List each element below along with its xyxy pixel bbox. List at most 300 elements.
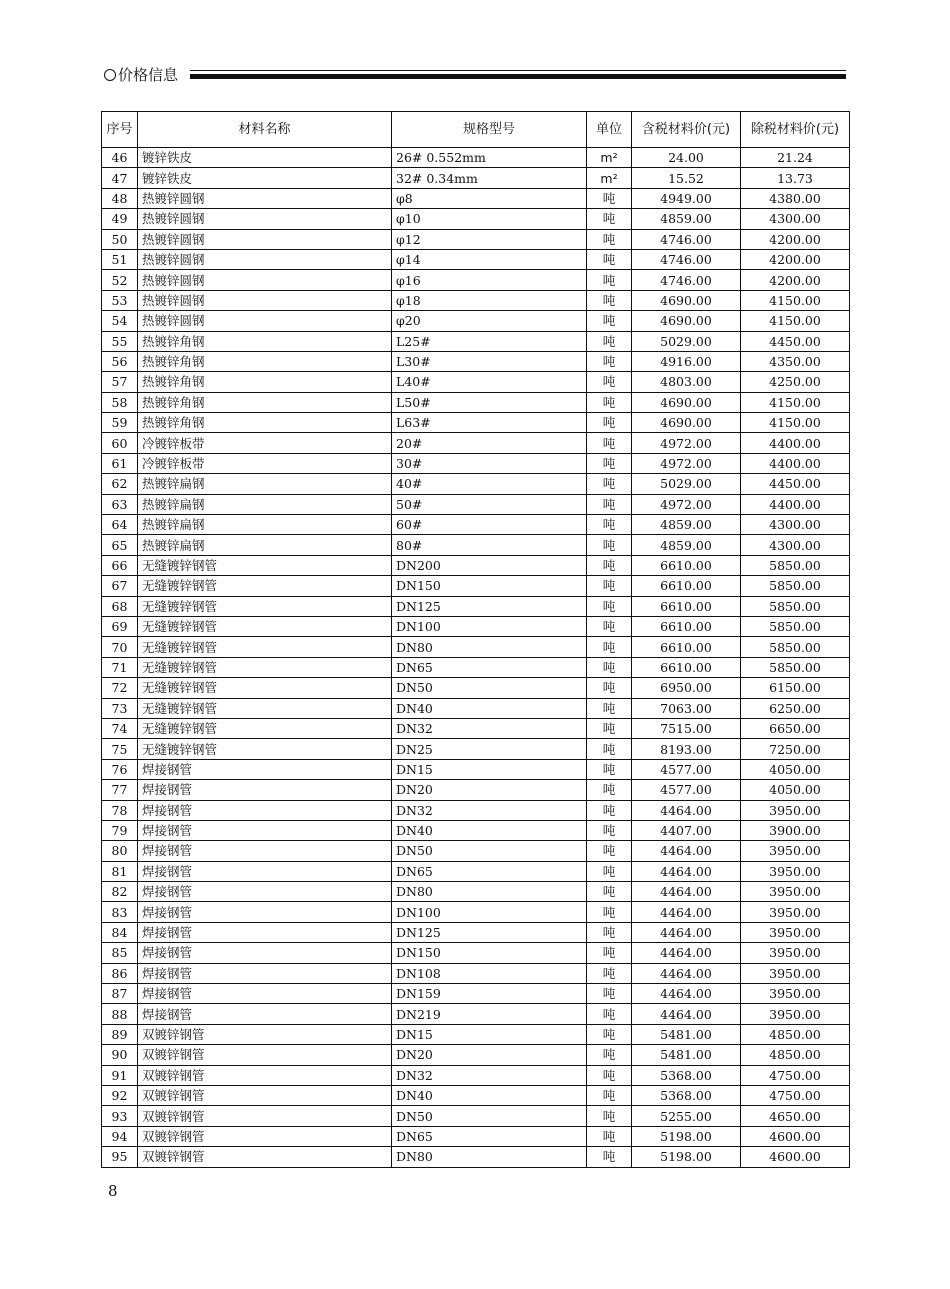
row-index: 93 [102, 1106, 138, 1126]
spec-model: DN32 [392, 1065, 587, 1085]
spec-model: DN125 [392, 922, 587, 942]
price-with-tax: 4464.00 [632, 922, 741, 942]
spec-model: 30# [392, 453, 587, 473]
material-name: 焊接钢管 [138, 759, 392, 779]
row-index: 87 [102, 984, 138, 1004]
row-index: 47 [102, 168, 138, 188]
table-row [102, 800, 850, 820]
price-with-tax: 6610.00 [632, 596, 741, 616]
price-without-tax: 6650.00 [741, 718, 850, 738]
table-row [102, 637, 850, 657]
price-with-tax: 15.52 [632, 168, 741, 188]
price-with-tax: 7063.00 [632, 698, 741, 718]
price-without-tax: 3950.00 [741, 1004, 850, 1024]
row-index: 60 [102, 433, 138, 453]
spec-model: DN65 [392, 1126, 587, 1146]
material-name: 无缝镀锌钢管 [138, 657, 392, 677]
spec-model: φ14 [392, 249, 587, 269]
price-without-tax: 4200.00 [741, 249, 850, 269]
row-index: 75 [102, 739, 138, 759]
price-without-tax: 4850.00 [741, 1045, 850, 1065]
price-with-tax: 5198.00 [632, 1126, 741, 1146]
row-index: 92 [102, 1085, 138, 1105]
row-index: 50 [102, 229, 138, 249]
spec-model: DN20 [392, 780, 587, 800]
price-without-tax: 3950.00 [741, 922, 850, 942]
material-name: 热镀锌角钢 [138, 413, 392, 433]
price-without-tax: 4850.00 [741, 1024, 850, 1044]
price-without-tax: 4150.00 [741, 290, 850, 310]
table-row [102, 270, 850, 290]
price-without-tax: 3950.00 [741, 963, 850, 983]
price-with-tax: 4859.00 [632, 209, 741, 229]
price-with-tax: 4746.00 [632, 249, 741, 269]
unit: 吨 [587, 780, 632, 800]
unit: 吨 [587, 1024, 632, 1044]
material-name: 镀锌铁皮 [138, 148, 392, 168]
unit: 吨 [587, 718, 632, 738]
row-index: 48 [102, 188, 138, 208]
unit: 吨 [587, 759, 632, 779]
unit: 吨 [587, 1126, 632, 1146]
table-row [102, 1045, 850, 1065]
price-without-tax: 4350.00 [741, 351, 850, 371]
row-index: 95 [102, 1147, 138, 1167]
price-with-tax: 4972.00 [632, 494, 741, 514]
unit: 吨 [587, 657, 632, 677]
material-name: 无缝镀锌钢管 [138, 616, 392, 636]
table-row [102, 1004, 850, 1024]
price-with-tax: 5481.00 [632, 1024, 741, 1044]
material-name: 焊接钢管 [138, 861, 392, 881]
table-row [102, 678, 850, 698]
spec-model: DN100 [392, 616, 587, 636]
price-without-tax: 3950.00 [741, 841, 850, 861]
row-index: 86 [102, 963, 138, 983]
table-row [102, 616, 850, 636]
row-index: 72 [102, 678, 138, 698]
price-with-tax: 4916.00 [632, 351, 741, 371]
row-index: 52 [102, 270, 138, 290]
row-index: 79 [102, 820, 138, 840]
row-index: 81 [102, 861, 138, 881]
spec-model: DN159 [392, 984, 587, 1004]
material-name: 无缝镀锌钢管 [138, 596, 392, 616]
row-index: 66 [102, 555, 138, 575]
spec-model: 80# [392, 535, 587, 555]
material-name: 无缝镀锌钢管 [138, 678, 392, 698]
unit: 吨 [587, 922, 632, 942]
unit: 吨 [587, 1106, 632, 1126]
material-name: 热镀锌扁钢 [138, 535, 392, 555]
table-row [102, 474, 850, 494]
spec-model: DN25 [392, 739, 587, 759]
price-with-tax: 4859.00 [632, 535, 741, 555]
table-row [102, 311, 850, 331]
material-name: 无缝镀锌钢管 [138, 698, 392, 718]
unit: 吨 [587, 515, 632, 535]
price-without-tax: 5850.00 [741, 657, 850, 677]
col-header-name: 材料名称 [138, 112, 392, 148]
table-row [102, 576, 850, 596]
material-name: 双镀锌钢管 [138, 1147, 392, 1167]
spec-model: L50# [392, 392, 587, 412]
unit: 吨 [587, 1147, 632, 1167]
price-with-tax: 4803.00 [632, 372, 741, 392]
unit: 吨 [587, 392, 632, 412]
price-with-tax: 4464.00 [632, 882, 741, 902]
row-index: 59 [102, 413, 138, 433]
material-name: 热镀锌角钢 [138, 331, 392, 351]
table-row [102, 1106, 850, 1126]
unit: 吨 [587, 963, 632, 983]
unit: 吨 [587, 820, 632, 840]
section-title-text: 价格信息 [118, 66, 179, 84]
spec-model: DN40 [392, 698, 587, 718]
table-row [102, 148, 850, 168]
spec-model: DN50 [392, 678, 587, 698]
table-row [102, 1024, 850, 1044]
unit: 吨 [587, 902, 632, 922]
spec-model: DN150 [392, 576, 587, 596]
row-index: 77 [102, 780, 138, 800]
table-row [102, 413, 850, 433]
spec-model: L63# [392, 413, 587, 433]
price-without-tax: 4750.00 [741, 1085, 850, 1105]
spec-model: φ18 [392, 290, 587, 310]
material-name: 无缝镀锌钢管 [138, 555, 392, 575]
material-name: 热镀锌扁钢 [138, 494, 392, 514]
material-name: 无缝镀锌钢管 [138, 718, 392, 738]
table-row [102, 515, 850, 535]
price-without-tax: 4750.00 [741, 1065, 850, 1085]
spec-model: DN20 [392, 1045, 587, 1065]
price-without-tax: 4300.00 [741, 515, 850, 535]
price-without-tax: 4450.00 [741, 331, 850, 351]
price-with-tax: 6610.00 [632, 657, 741, 677]
unit: 吨 [587, 800, 632, 820]
price-without-tax: 3900.00 [741, 820, 850, 840]
table-row [102, 943, 850, 963]
spec-model: DN80 [392, 882, 587, 902]
price-without-tax: 7250.00 [741, 739, 850, 759]
row-index: 53 [102, 290, 138, 310]
spec-model: φ8 [392, 188, 587, 208]
price-with-tax: 6610.00 [632, 616, 741, 636]
table-row [102, 657, 850, 677]
table-row [102, 392, 850, 412]
price-with-tax: 4464.00 [632, 861, 741, 881]
price-without-tax: 4400.00 [741, 494, 850, 514]
price-with-tax: 6950.00 [632, 678, 741, 698]
spec-model: 60# [392, 515, 587, 535]
spec-model: 50# [392, 494, 587, 514]
unit: 吨 [587, 1004, 632, 1024]
price-with-tax: 4464.00 [632, 943, 741, 963]
table-row [102, 902, 850, 922]
price-with-tax: 4746.00 [632, 270, 741, 290]
unit: 吨 [587, 555, 632, 575]
unit: 吨 [587, 270, 632, 290]
price-without-tax: 4600.00 [741, 1126, 850, 1146]
spec-model: DN108 [392, 963, 587, 983]
material-name: 无缝镀锌钢管 [138, 739, 392, 759]
material-name: 双镀锌钢管 [138, 1065, 392, 1085]
unit: 吨 [587, 596, 632, 616]
spec-model: DN65 [392, 657, 587, 677]
material-name: 双镀锌钢管 [138, 1106, 392, 1126]
table-row [102, 698, 850, 718]
price-with-tax: 4464.00 [632, 1004, 741, 1024]
table-row [102, 922, 850, 942]
price-without-tax: 5850.00 [741, 555, 850, 575]
price-with-tax: 4464.00 [632, 800, 741, 820]
material-name: 冷镀锌板带 [138, 433, 392, 453]
table-row [102, 984, 850, 1004]
unit: 吨 [587, 474, 632, 494]
table-row [102, 229, 850, 249]
price-without-tax: 5850.00 [741, 576, 850, 596]
price-without-tax: 4250.00 [741, 372, 850, 392]
material-name: 焊接钢管 [138, 820, 392, 840]
col-header-spec: 规格型号 [392, 112, 587, 148]
unit: 吨 [587, 576, 632, 596]
price-without-tax: 4400.00 [741, 453, 850, 473]
spec-model: 40# [392, 474, 587, 494]
spec-model: DN15 [392, 1024, 587, 1044]
price-without-tax: 4150.00 [741, 392, 850, 412]
row-index: 91 [102, 1065, 138, 1085]
row-index: 78 [102, 800, 138, 820]
price-without-tax: 3950.00 [741, 943, 850, 963]
spec-model: DN15 [392, 759, 587, 779]
price-with-tax: 4746.00 [632, 229, 741, 249]
unit: 吨 [587, 1045, 632, 1065]
material-name: 热镀锌圆钢 [138, 249, 392, 269]
price-table [101, 111, 850, 1168]
col-header-price-notax: 除税材料价(元) [741, 112, 850, 148]
table-row [102, 331, 850, 351]
col-header-index: 序号 [102, 112, 138, 148]
material-name: 双镀锌钢管 [138, 1024, 392, 1044]
row-index: 90 [102, 1045, 138, 1065]
material-name: 焊接钢管 [138, 922, 392, 942]
spec-model: L30# [392, 351, 587, 371]
row-index: 82 [102, 882, 138, 902]
price-without-tax: 4380.00 [741, 188, 850, 208]
table-row [102, 1085, 850, 1105]
unit: 吨 [587, 861, 632, 881]
price-without-tax: 4650.00 [741, 1106, 850, 1126]
spec-model: DN40 [392, 820, 587, 840]
spec-model: DN50 [392, 841, 587, 861]
material-name: 热镀锌扁钢 [138, 474, 392, 494]
material-name: 焊接钢管 [138, 963, 392, 983]
col-header-price-tax: 含税材料价(元) [632, 112, 741, 148]
row-index: 88 [102, 1004, 138, 1024]
price-without-tax: 3950.00 [741, 800, 850, 820]
spec-model: L25# [392, 331, 587, 351]
unit: 吨 [587, 413, 632, 433]
price-with-tax: 4407.00 [632, 820, 741, 840]
material-name: 热镀锌圆钢 [138, 188, 392, 208]
spec-model: DN200 [392, 555, 587, 575]
price-with-tax: 5198.00 [632, 1147, 741, 1167]
spec-model: DN40 [392, 1085, 587, 1105]
unit: 吨 [587, 433, 632, 453]
unit: 吨 [587, 453, 632, 473]
material-name: 热镀锌圆钢 [138, 290, 392, 310]
table-row [102, 351, 850, 371]
material-name: 焊接钢管 [138, 800, 392, 820]
table-row [102, 290, 850, 310]
material-name: 焊接钢管 [138, 943, 392, 963]
price-without-tax: 4050.00 [741, 759, 850, 779]
circle-icon [104, 69, 116, 81]
price-with-tax: 5255.00 [632, 1106, 741, 1126]
price-with-tax: 4464.00 [632, 963, 741, 983]
row-index: 46 [102, 148, 138, 168]
unit: 吨 [587, 311, 632, 331]
material-name: 无缝镀锌钢管 [138, 637, 392, 657]
row-index: 70 [102, 637, 138, 657]
spec-model: DN100 [392, 902, 587, 922]
unit: 吨 [587, 290, 632, 310]
price-without-tax: 4400.00 [741, 433, 850, 453]
row-index: 57 [102, 372, 138, 392]
table-row [102, 882, 850, 902]
row-index: 62 [102, 474, 138, 494]
row-index: 73 [102, 698, 138, 718]
table-row [102, 963, 850, 983]
col-header-unit: 单位 [587, 112, 632, 148]
material-name: 焊接钢管 [138, 882, 392, 902]
spec-model: 32# 0.34mm [392, 168, 587, 188]
table-row [102, 780, 850, 800]
row-index: 76 [102, 759, 138, 779]
price-with-tax: 6610.00 [632, 576, 741, 596]
table-row [102, 759, 850, 779]
header-rule-thick [190, 74, 846, 79]
price-with-tax: 4464.00 [632, 984, 741, 1004]
spec-model: DN125 [392, 596, 587, 616]
material-name: 焊接钢管 [138, 984, 392, 1004]
unit: 吨 [587, 535, 632, 555]
price-without-tax: 4150.00 [741, 311, 850, 331]
row-index: 65 [102, 535, 138, 555]
table-row [102, 209, 850, 229]
price-with-tax: 4690.00 [632, 413, 741, 433]
table-row [102, 1147, 850, 1167]
table-row [102, 718, 850, 738]
table-body [102, 148, 850, 1168]
price-with-tax: 4577.00 [632, 759, 741, 779]
spec-model: φ12 [392, 229, 587, 249]
row-index: 64 [102, 515, 138, 535]
table-row [102, 820, 850, 840]
row-index: 74 [102, 718, 138, 738]
unit: 吨 [587, 331, 632, 351]
row-index: 94 [102, 1126, 138, 1146]
price-with-tax: 5029.00 [632, 474, 741, 494]
unit: 吨 [587, 678, 632, 698]
price-without-tax: 4200.00 [741, 229, 850, 249]
material-name: 冷镀锌板带 [138, 453, 392, 473]
price-with-tax: 5029.00 [632, 331, 741, 351]
header-rule-thin [190, 70, 846, 71]
table-row [102, 1065, 850, 1085]
price-with-tax: 4949.00 [632, 188, 741, 208]
table-row [102, 168, 850, 188]
price-with-tax: 4690.00 [632, 392, 741, 412]
price-with-tax: 7515.00 [632, 718, 741, 738]
unit: 吨 [587, 1065, 632, 1085]
material-name: 双镀锌钢管 [138, 1126, 392, 1146]
price-without-tax: 5850.00 [741, 596, 850, 616]
price-without-tax: 4150.00 [741, 413, 850, 433]
row-index: 63 [102, 494, 138, 514]
table-row [102, 433, 850, 453]
row-index: 55 [102, 331, 138, 351]
row-index: 83 [102, 902, 138, 922]
table-row [102, 555, 850, 575]
spec-model: 26# 0.552mm [392, 148, 587, 168]
row-index: 89 [102, 1024, 138, 1044]
row-index: 69 [102, 616, 138, 636]
price-with-tax: 4690.00 [632, 290, 741, 310]
price-without-tax: 3950.00 [741, 984, 850, 1004]
unit: 吨 [587, 188, 632, 208]
unit: 吨 [587, 637, 632, 657]
material-name: 热镀锌圆钢 [138, 270, 392, 290]
price-without-tax: 4300.00 [741, 209, 850, 229]
price-without-tax: 3950.00 [741, 861, 850, 881]
page-number: 8 [108, 1182, 118, 1200]
price-without-tax: 21.24 [741, 148, 850, 168]
spec-model: DN32 [392, 718, 587, 738]
unit: 吨 [587, 494, 632, 514]
spec-model: L40# [392, 372, 587, 392]
unit: 吨 [587, 249, 632, 269]
price-with-tax: 5368.00 [632, 1085, 741, 1105]
row-index: 61 [102, 453, 138, 473]
unit: 吨 [587, 739, 632, 759]
material-name: 热镀锌圆钢 [138, 209, 392, 229]
spec-model: 20# [392, 433, 587, 453]
table-row [102, 535, 850, 555]
spec-model: DN219 [392, 1004, 587, 1024]
table-row [102, 249, 850, 269]
row-index: 68 [102, 596, 138, 616]
spec-model: DN150 [392, 943, 587, 963]
table-row [102, 372, 850, 392]
price-with-tax: 5481.00 [632, 1045, 741, 1065]
price-without-tax: 13.73 [741, 168, 850, 188]
row-index: 85 [102, 943, 138, 963]
unit: 吨 [587, 943, 632, 963]
price-with-tax: 5368.00 [632, 1065, 741, 1085]
unit: m² [587, 168, 632, 188]
material-name: 焊接钢管 [138, 902, 392, 922]
material-name: 焊接钢管 [138, 841, 392, 861]
price-without-tax: 5850.00 [741, 616, 850, 636]
spec-model: φ10 [392, 209, 587, 229]
price-without-tax: 4200.00 [741, 270, 850, 290]
price-without-tax: 6150.00 [741, 678, 850, 698]
price-without-tax: 3950.00 [741, 902, 850, 922]
material-name: 热镀锌角钢 [138, 351, 392, 371]
spec-model: DN32 [392, 800, 587, 820]
